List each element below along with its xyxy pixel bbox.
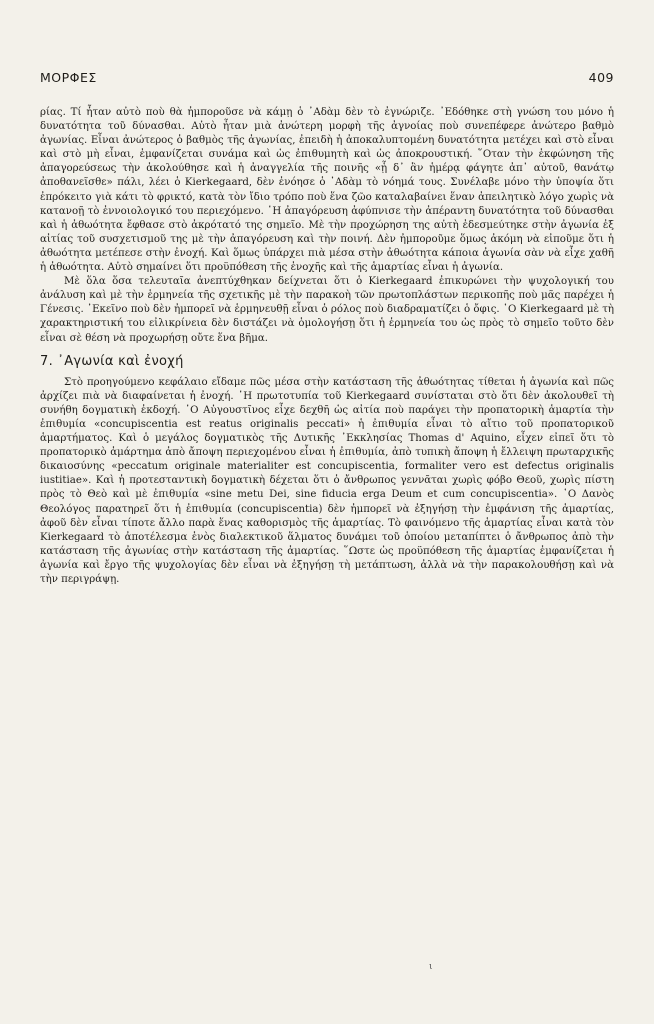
footer-mark: ι	[429, 962, 433, 972]
section-heading: 7. ᾿Αγωνία καὶ ἐνοχή	[40, 353, 184, 369]
paragraph: Στὸ προηγούμενο κεφάλαιο εἴδαμε πῶς μέσα στὴν κατάσταση τῆς ἀθωότητας τίθεται ἡ ἀγωνία καὶ πῶς ἀρχίζει πιὰ νὰ διαφαίνεται ἡ ἐνοχή. ῾Η πρωτοτυπία τοῦ Kierkegaard συνίσταται στὸ ὅτι δὲν ἀκολουθεῖ τὴ συνήθη δογματικὴ ἐκδοχή. ῾Ο Αὐγουστῖνος εἶχε δεχθῆ ὡς αἰτία ποὺ παράγει τὴν προπατορικὴ ἁμαρτία τὴν ἐπιθυμία «concupiscentia est reatus originalis peccati» ἡ ἐπιθυμία εἶναι τὸ αἴτιο τοῦ προπατορικοῦ ἁμαρτήματος. Καὶ ὁ μεγάλος δογματικὸς τῆς Δυτικῆς ᾿Εκκλησίας Thomas d' Aquino, εἶχεν εἰπεῖ ὅτι τὸ προπατορικὸ ἁμάρτημα ἀπὸ ἄποψη περιεχομένου εἶναι ἡ ἐπιθυμία, ἀπὸ τυπικὴ ἄποψη ἡ ἔλλειψη πρωταρχικῆς δικαιοσύνης «peccatum originale materialiter est concupiscentia, formaliter vero est defectus originalis iustitiae». Καὶ ἡ προτεσταντικὴ δογματικὴ δέχεται ὅτι ὁ ἄνθρωπος γεννᾶται χωρὶς φόβο Θεοῦ, χωρὶς πίστη πρὸς τὸ Θεὸ καὶ μὲ ἐπιθυμία «sine metu Dei, sine fiducia erga Deum et cum concupiscentia». ῾Ο Δανὸς Θεολόγος παρατηρεῖ ὅτι ἡ ἐπιθυμία (concupiscentia) δὲν ἠμπορεῖ νὰ ἐξηγήσῃ τὴν ἐμφάνιση τῆς ἁμαρτίας, ἀφοῦ δὲν εἶναι τίποτε ἄλλο παρὰ ἕνας καθορισμὸς τῆς ἁμαρτίας. Τὸ φαινόμενο τῆς ἁμαρτίας εἶναι κατὰ τὸν Kierkegaard τὸ ἀποτέλεσμα ἑνὸς διαλεκτικοῦ ἅλματος δυνάμει τοῦ ὁποίου μεταπίπτει ὁ ἄνθρωπος ἀπὸ τὴν κατάσταση τῆς ἀγωνίας στὴν κατάσταση τῆς ἁμαρτίας. ῞Ωστε ὡς προϋπόθεση τῆς ἁμαρτίας ἐμφανίζεται ἡ ἀγωνία καὶ ἔργο τῆς ψυχολογίας δὲν εἶναι νὰ ἐξηγήσῃ τὴ μετάπτωση, ἀλλὰ νὰ τὴν παρακολουθήσῃ καὶ νὰ τὴν περιγράψῃ.	[40, 376, 614, 585]
paragraph: ρίας. Τί ἦταν αὐτὸ ποὺ θὰ ἠμποροῦσε νὰ κάμῃ ὁ ᾿Αδὰμ δὲν τὸ ἐγνώριζε. ᾿Εδόθηκε στὴ γνώση του μόνο ἡ δυνατότητα τοῦ δύνασθαι. Αὐτὸ ἦταν μιὰ ἀνώτερη μορφὴ τῆς ἀγνοίας ποὺ συνεπέφερε ἀνώτερο βαθμὸ ἀγωνίας. Εἶναι ἀνώτερος ὁ βαθμὸς τῆς ἀγωνίας, ἐπειδὴ ἡ ἀποκαλυπτομένη δυνατότητα μετέχει καὶ στὸ εἶναι καὶ στὸ μὴ εἶναι, ἐμφανίζεται συνάμα καὶ ὡς ἐπιθυμητὴ καὶ ὡς ἀποκρουστική. ῞Οταν τὴν ἐκφώνηση τῆς ἀπαγορεύσεως τὴν ἀκολούθησε καὶ ἡ ἀναγγελία τῆς ποινῆς «ᾗ δ᾿ ἂν ἡμέρᾳ φάγητε ἀπ᾿ αὐτοῦ, θανάτῳ ἀποθανεῖσθε» πάλι, λέει ὁ Kierkegaard, δὲν ἐνόησε ὁ ᾿Αδὰμ τὸ νόημά τους. Συνέλαβε μόνο τὴν ὑποψία ὅτι ἐπρόκειτο γιὰ κάτι τὸ φρικτό, κατὰ τὸν ἴδιο τρόπο ποὺ ἕνα ζῶο καταλαβαίνει ἕναν ἀπειλητικὸ λόγο χωρὶς νὰ κατανοῇ τὸ ἐννοιολογικό του περιεχόμενο. ῾Η ἀπαγόρευση ἀφύπνισε τὴν ἀπέραντη δυνατότητα τοῦ δύνασθαι καὶ ἡ ἀθωότητα ἔφθασε στὸ ἀκρότατό της σημεῖο. Μὲ τὴν προχώρηση της αὐτὴ ἐδεσμεύτηκε στὴν ἀγωνία ἐξ αἰτίας τοῦ συσχετισμοῦ της μὲ τὴν ἀπαγόρευση καὶ τὴν ποινή. Δὲν ἠμποροῦμε ὅμως ἀκόμη νὰ εἰποῦμε ὅτι ἡ ἀθωότητα μετέπεσε στὴν ἐνοχή. Καὶ ὅμως ὑπάρχει πιὰ μέσα στὴν ἀθωότητα κάποια ἀγωνία σὰν νὰ εἶχε χαθῆ ἡ ἀθωότητα. Αὐτὸ σημαίνει ὅτι προϋπόθεση τῆς ἐνοχῆς καὶ τῆς ἁμαρτίας εἶναι ἡ ἀγωνία.	[40, 107, 614, 274]
page-number: 409	[588, 70, 614, 85]
running-head	[40, 70, 614, 85]
running-title: ΜΟΡΦΕΣ	[40, 70, 97, 85]
body-text	[40, 106, 614, 587]
paragraph: Μὲ ὅλα ὅσα τελευταῖα ἀνεπτύχθηκαν δείχνεται ὅτι ὁ Kierkegaard ἐπικυρώνει τὴν ψυχολογική του ἀνάλυση καὶ μὲ τὴν ἑρμηνεία τῆς σχετικῆς μὲ τὴν παρακοὴ τῶν πρωτοπλάστων περικοπῆς ποὺ μᾶς παρέχει ἡ Γένεσις. ᾿Εκεῖνο ποὺ δὲν ἠμπορεῖ νὰ ἑρμηνευθῇ εἶναι ὁ ρόλος ποὺ διαδραματίζει ὁ ὄφις. ῾Ο Kierkegaard μὲ τὴ χαρακτηριστική του εἰλικρίνεια δὲν διστάζει νὰ ὁμολογήσῃ ὅτι ἡ ἑρμηνεία του ὡς πρὸς τὸ σημεῖο τοῦτο δὲν εἶναι σὲ θέση νὰ προχωρήσῃ οὔτε ἕνα βῆμα.	[40, 276, 614, 344]
